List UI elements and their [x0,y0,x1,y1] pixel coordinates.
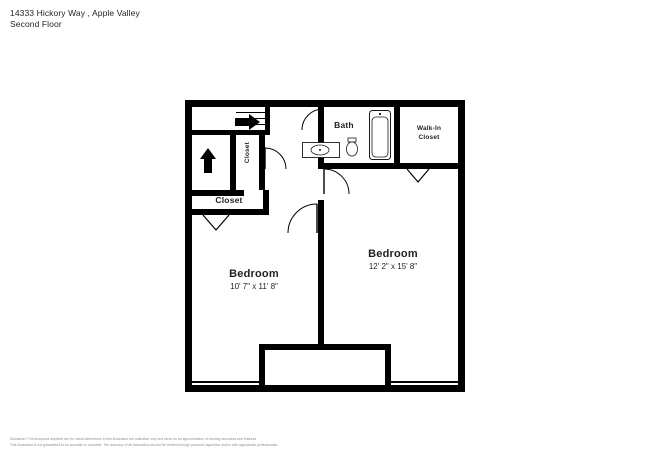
wall-interior-bottom-band [259,344,391,350]
sill-line-left [192,381,259,383]
title-block [10,8,140,31]
wall-stair-landing [192,130,230,135]
arrow-up-icon [200,148,216,174]
door-closet-large [203,215,229,231]
bathtub-icon [369,110,391,160]
disclaimer-block [10,437,278,448]
wall-interior-bottom-left-stub [259,344,265,392]
wall-narrow-closet-top [230,130,265,135]
door-bedroom-main [324,169,350,195]
bedroom-main-name: Bedroom [368,248,418,260]
wall-stair-right [265,107,270,135]
room-label-bedroom-main [334,248,452,271]
bedroom-second-name: Bedroom [229,268,279,280]
disclaimer-line-1: Disclaimer: The floorplans depicted are for visual dimensions in this illustration are indicative only and serve as an approximation of existing structures and features. [10,437,258,442]
room-label-closet-large [196,195,262,205]
wall-narrow-closet-left [230,130,236,190]
wall-exterior-right [458,100,465,392]
closet-narrow-name: Closet [243,142,251,164]
bedroom-second-dims: 10' 7" x 11' 8" [230,282,278,291]
room-label-bedroom-second [195,268,313,291]
disclaimer-line-2: This illustration is not guaranteed to be accurate or complete. The accuracy of all information should be verified through personal inspection and/or with appropriate professionals. [10,442,279,447]
walkin-closet-line2: Closet [418,133,440,141]
arrow-right-icon [235,114,261,130]
door-closet-narrow [265,148,287,170]
wall-exterior-left [185,100,192,392]
toilet-icon [345,138,359,158]
floorplan-canvas [185,100,465,392]
room-label-closet-narrow [237,142,257,186]
wall-between-bedrooms [318,200,324,348]
walkin-closet-line1: Walk-In [416,125,442,132]
bedroom-main-dims: 12' 2" x 15' 8" [368,262,418,271]
door-bedroom-second [288,204,318,234]
wall-exterior-bottom [185,385,465,392]
closet-large-name: Closet [215,195,243,205]
property-address: 14333 Hickory Way , Apple Valley [10,8,140,18]
stair-tread-1 [236,112,265,113]
vanity-icon [302,142,340,158]
door-walkin-closet [407,169,429,183]
bath-name: Bath [334,120,354,130]
floor-label: Second Floor [10,19,62,30]
sill-line-right [391,381,458,383]
room-label-bath [318,120,370,130]
room-label-walkin-closet [400,125,458,143]
wall-exterior-top [185,100,465,107]
wall-interior-bottom-right-stub [385,344,391,392]
